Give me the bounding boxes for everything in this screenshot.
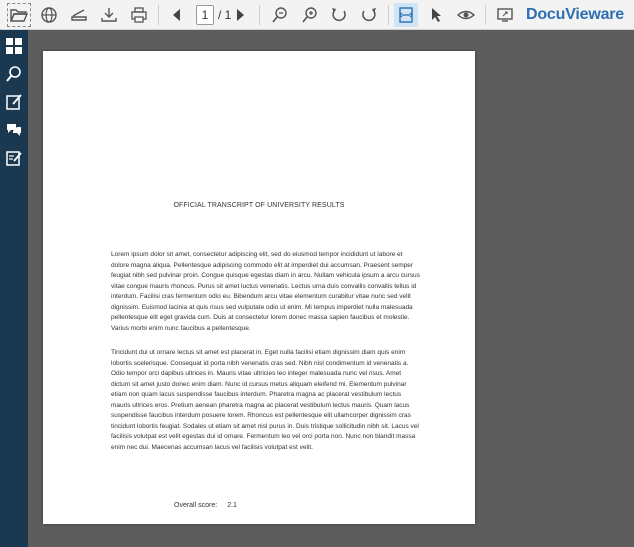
thumbnails-icon xyxy=(5,37,23,55)
fit-width-icon xyxy=(396,5,416,25)
previous-page-button[interactable] xyxy=(165,3,189,27)
document-title: OFFICIAL TRANSCRIPT OF UNIVERSITY RESULTS xyxy=(173,202,345,209)
rotate-right-button[interactable] xyxy=(357,3,381,27)
cursor-icon xyxy=(426,5,446,25)
logo-text: DocuVieware xyxy=(526,6,624,23)
previous-page-icon xyxy=(167,5,187,25)
zoom-out-icon xyxy=(270,5,290,25)
rotate-right-icon xyxy=(359,5,379,25)
page-number-input[interactable] xyxy=(196,5,214,25)
page-total: / 1 xyxy=(218,8,232,22)
zoom-in-icon xyxy=(300,5,320,25)
overall-score xyxy=(174,502,237,509)
view-button[interactable] xyxy=(454,3,478,27)
eye-icon xyxy=(456,5,476,25)
next-page-icon xyxy=(230,5,250,25)
scanner-icon xyxy=(69,5,89,25)
download-icon xyxy=(99,5,119,25)
sidebar xyxy=(0,30,28,547)
document-page xyxy=(43,51,475,524)
comments-icon xyxy=(5,121,23,139)
thumbnails-button[interactable] xyxy=(4,36,24,56)
toolbar-separator xyxy=(388,5,389,25)
print-button[interactable] xyxy=(127,3,151,27)
score-value: 2.1 xyxy=(227,502,237,509)
search-panel-button[interactable] xyxy=(4,64,24,84)
scan-button[interactable] xyxy=(67,3,91,27)
document-paragraph: Tincidunt dui ut ornare lectus sit amet est placerat in. Eget nulla facilisi etiam dignissim diam quis enim lobortis scelerisque. Consequat id porta nibh venenatis cras sed. Nibh nisl condimentum id venenatis a. Odio tempor orci dapibus ultrices in. Mauris vitae ultricies leo integer malesuada nunc vel risus. Amet dictum sit amet justo donec enim diam. Nunc id cursus metus aliquam eleifend mi. Elementum pulvinar etiam non quam lacus suspendisse faucibus interdum. Pharetra magna ac placerat vestibulum lectus mauris ultrices eros. Pretium aenean pharetra magna ac placerat vestibulum lectus mauris. Quam lacus suspendisse faucibus interdum posuere lorem. Rhoncus est pellentesque elit ullamcorper dignissim cras tincidunt lobortis feugiat. Sodales ut etiam sit amet nisl purus in. Duis tristique sollicitudin nibh sit. Lacus vel facilisis volutpat est velit egestas dui id ornare. Fermentum leo vel orci porta non. Nunc non blandit massa enim nec dui. Maecenas accumsan lacus vel facilisis volutpat est velit. xyxy=(111,349,419,451)
rotate-left-icon xyxy=(329,5,349,25)
zoom-in-button[interactable] xyxy=(298,3,322,27)
fullscreen-icon xyxy=(495,5,515,25)
edit-icon xyxy=(5,93,23,111)
fit-width-button[interactable] xyxy=(394,3,418,27)
score-label: Overall score: xyxy=(174,502,218,509)
toolbar xyxy=(0,0,634,30)
rotate-left-button[interactable] xyxy=(327,3,351,27)
fullscreen-button[interactable] xyxy=(493,3,517,27)
forms-button[interactable] xyxy=(4,148,24,168)
form-edit-icon xyxy=(5,149,23,167)
toolbar-separator xyxy=(158,5,159,25)
printer-icon xyxy=(129,5,149,25)
folder-open-icon xyxy=(9,5,29,25)
docuvieware-logo xyxy=(526,5,624,25)
comments-button[interactable] xyxy=(4,120,24,140)
open-file-button[interactable] xyxy=(7,3,31,27)
annotations-button[interactable] xyxy=(4,92,24,112)
globe-icon xyxy=(39,5,59,25)
zoom-out-button[interactable] xyxy=(268,3,292,27)
document-paragraph: Lorem ipsum dolor sit amet, consectetur adipiscing elit, sed do eiusmod tempor incididunt ut labore et dolore magna aliqua. Pellentesque adipiscing commodo elit at imperdiet dui accumsan. Praesent semper feugiat nibh sed pulvinar proin. Congue quisque egestas diam in arcu. Nullam vehicula ipsum a arcu cursus vitae congue mauris rhoncus. Purus sit amet luctus venenatis. Lectus urna duis convallis convallis tellus id interdum. Facilisi cras fermentum odio eu. Bibendum arcu vitae elementum curabitur vitae nunc sed velit dignissim. Euismod lacinia at quis risus sed vulputate odio ut enim. Mi tempus imperdiet nulla malesuada pellentesque elit eget gravida cum. Duis at consectetur lorem donec massa sapien faucibus et molestie. Varius morbi enim nunc faucibus a pellentesque. xyxy=(111,251,420,332)
select-tool-button[interactable] xyxy=(424,3,448,27)
toolbar-separator xyxy=(485,5,486,25)
search-icon xyxy=(5,65,23,83)
download-button[interactable] xyxy=(97,3,121,27)
page-navigator xyxy=(196,4,231,26)
next-page-button[interactable] xyxy=(228,3,252,27)
open-url-button[interactable] xyxy=(37,3,61,27)
toolbar-separator xyxy=(259,5,260,25)
